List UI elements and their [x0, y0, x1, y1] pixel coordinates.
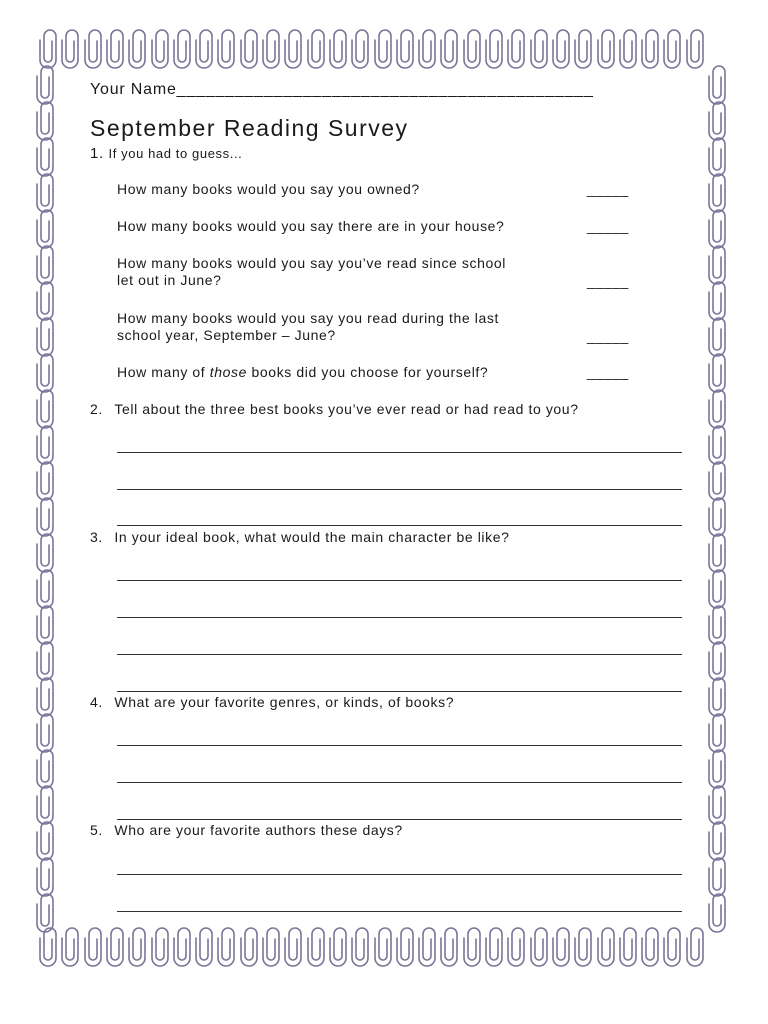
- paperclip-icon: [330, 928, 346, 966]
- paperclip-icon: [37, 606, 53, 644]
- paperclip-icon: [37, 210, 53, 248]
- answer-line[interactable]: [117, 911, 682, 912]
- paperclip-icon: [687, 30, 703, 68]
- paperclip-icon: [37, 318, 53, 356]
- paperclip-icon: [37, 138, 53, 176]
- paperclip-icon: [263, 30, 279, 68]
- paperclip-icon: [709, 354, 725, 392]
- paperclip-icon: [709, 642, 725, 680]
- paperclip-icon: [37, 102, 53, 140]
- paperclip-icon: [85, 928, 101, 966]
- q1-item-4-answer-blank[interactable]: _____: [587, 328, 629, 344]
- q1-item-4-text-line-2: school year, September – June?: [117, 327, 336, 343]
- paperclip-icon: [642, 928, 658, 966]
- paperclip-icon: [709, 102, 725, 140]
- question-1: [90, 145, 242, 162]
- name-field[interactable]: [90, 81, 594, 98]
- paperclip-icon: [709, 678, 725, 716]
- q1-item-5-text-emphasis: those: [209, 364, 248, 380]
- paperclip-icon: [464, 30, 480, 68]
- answer-line[interactable]: [117, 580, 682, 581]
- paperclip-icon: [642, 30, 658, 68]
- page-title: September Reading Survey: [90, 115, 409, 141]
- question-4-number: 4.: [90, 694, 103, 710]
- paperclip-icon: [37, 642, 53, 680]
- paperclip-icon: [709, 282, 725, 320]
- q1-item-5-text-post: books did you choose for yourself?: [247, 364, 489, 380]
- question-4-text: What are your favorite genres, or kinds, of books?: [114, 694, 455, 710]
- question-5-number: 5.: [90, 822, 103, 838]
- paperclip-icon: [263, 928, 279, 966]
- paperclip-icon: [196, 30, 212, 68]
- q1-item-1-text: How many books would you say you owned?: [117, 181, 420, 197]
- paperclip-icon: [419, 928, 435, 966]
- paperclip-icon: [308, 30, 324, 68]
- paperclip-icon: [40, 928, 56, 966]
- q1-item-5-text-pre: How many of: [117, 364, 210, 380]
- paperclip-icon-row-bottom: [40, 928, 703, 966]
- answer-line[interactable]: [117, 874, 682, 875]
- paperclip-icon: [85, 30, 101, 68]
- name-line[interactable]: ___________________________________________: [176, 81, 594, 98]
- paperclip-icon: [308, 928, 324, 966]
- paperclip-icon: [709, 858, 725, 896]
- paperclip-icon: [218, 30, 234, 68]
- paperclip-icon: [709, 894, 725, 932]
- paperclip-icon: [152, 30, 168, 68]
- paperclip-icon: [37, 426, 53, 464]
- paperclip-icon: [37, 714, 53, 752]
- paperclip-icon-column-right: [709, 66, 725, 932]
- paperclip-icon: [330, 30, 346, 68]
- paperclip-icon: [664, 928, 680, 966]
- paperclip-icon: [531, 30, 547, 68]
- paperclip-icon: [709, 66, 725, 104]
- paperclip-icon: [620, 928, 636, 966]
- question-4: [90, 694, 454, 711]
- q1-item-2-text: How many books would you say there are in your house?: [117, 218, 505, 234]
- paperclip-icon: [37, 390, 53, 428]
- question-3: [90, 529, 510, 546]
- paperclip-icon: [285, 30, 301, 68]
- paperclip-icon: [709, 786, 725, 824]
- paperclip-icon: [152, 928, 168, 966]
- paperclip-icon: [575, 928, 591, 966]
- paperclip-icon: [107, 928, 123, 966]
- question-2-text: Tell about the three best books you’ve ever read or had read to you?: [114, 401, 579, 417]
- paperclip-icon: [37, 498, 53, 536]
- answer-line[interactable]: [117, 745, 682, 746]
- paperclip-icon: [553, 928, 569, 966]
- paperclip-icon: [598, 928, 614, 966]
- question-3-text: In your ideal book, what would the main character be like?: [114, 529, 510, 545]
- paperclip-icon: [37, 750, 53, 788]
- answer-line[interactable]: [117, 654, 682, 655]
- paperclip-icon: [218, 928, 234, 966]
- paperclip-icon: [664, 30, 680, 68]
- paperclip-icon: [129, 928, 145, 966]
- question-3-number: 3.: [90, 529, 103, 545]
- paperclip-icon: [441, 928, 457, 966]
- paperclip-icon: [37, 174, 53, 212]
- paperclip-icon: [709, 210, 725, 248]
- paperclip-icon: [397, 30, 413, 68]
- paperclip-icon: [486, 30, 502, 68]
- paperclip-icon: [37, 822, 53, 860]
- answer-line[interactable]: [117, 782, 682, 783]
- paperclip-icon: [709, 426, 725, 464]
- answer-line[interactable]: [117, 525, 682, 526]
- question-1-prompt: If you had to guess...: [108, 146, 243, 161]
- paperclip-icon: [709, 246, 725, 284]
- paperclip-icon: [709, 138, 725, 176]
- paperclip-icon: [531, 928, 547, 966]
- answer-line[interactable]: [117, 617, 682, 618]
- paperclip-icon: [40, 30, 56, 68]
- paperclip-icon: [241, 30, 257, 68]
- answer-line[interactable]: [117, 452, 682, 453]
- question-1-number: 1.: [90, 145, 104, 162]
- paperclip-icon: [709, 498, 725, 536]
- q1-item-4-text-line-1: How many books would you say you read during the last: [117, 310, 499, 326]
- q1-item-3-text-line-1: How many books would you say you’ve read since school: [117, 255, 506, 271]
- paperclip-icon: [174, 928, 190, 966]
- paperclip-icon: [37, 858, 53, 896]
- paperclip-icon: [709, 714, 725, 752]
- paperclip-icon: [709, 174, 725, 212]
- paperclip-icon: [598, 30, 614, 68]
- paperclip-icon: [687, 928, 703, 966]
- name-label: Your Name: [90, 81, 177, 98]
- paperclip-icon: [553, 30, 569, 68]
- paperclip-icon: [709, 750, 725, 788]
- paperclip-icon-row-top: [40, 30, 703, 68]
- paperclip-icon: [37, 66, 53, 104]
- question-5-text: Who are your favorite authors these days?: [114, 822, 403, 838]
- question-5: [90, 822, 403, 839]
- paperclip-icon: [575, 30, 591, 68]
- answer-line[interactable]: [117, 691, 682, 692]
- paperclip-icon: [375, 30, 391, 68]
- paperclip-icon-column-left: [37, 66, 53, 932]
- paperclip-icon: [37, 354, 53, 392]
- paperclip-icon: [174, 30, 190, 68]
- paperclip-icon: [285, 928, 301, 966]
- paperclip-icon: [37, 894, 53, 932]
- paperclip-icon: [709, 822, 725, 860]
- paperclip-icon: [709, 318, 725, 356]
- paperclip-icon: [508, 30, 524, 68]
- answer-line[interactable]: [117, 489, 682, 490]
- paperclip-icon: [709, 570, 725, 608]
- paperclip-icon: [709, 606, 725, 644]
- question-2-number: 2.: [90, 401, 103, 417]
- paperclip-icon: [709, 534, 725, 572]
- paperclip-icon: [419, 30, 435, 68]
- paperclip-icon: [62, 30, 78, 68]
- paperclip-icon: [441, 30, 457, 68]
- paperclip-icon: [107, 30, 123, 68]
- paperclip-icon: [352, 928, 368, 966]
- paperclip-icon: [241, 928, 257, 966]
- paperclip-icon: [620, 30, 636, 68]
- q1-item-3-text-line-2: let out in June?: [117, 272, 222, 288]
- paperclip-icon: [464, 928, 480, 966]
- q1-item-1-answer-blank[interactable]: _____: [587, 181, 629, 197]
- answer-line[interactable]: [117, 819, 682, 820]
- paperclip-icon: [486, 928, 502, 966]
- paperclip-icon: [37, 678, 53, 716]
- q1-item-2-answer-blank[interactable]: _____: [587, 218, 629, 234]
- paperclip-icon: [37, 462, 53, 500]
- paperclip-icon: [37, 570, 53, 608]
- paperclip-icon: [37, 246, 53, 284]
- question-2: [90, 401, 579, 418]
- paperclip-icon: [709, 390, 725, 428]
- paperclip-icon: [508, 928, 524, 966]
- paperclip-icon: [375, 928, 391, 966]
- paperclip-icon: [37, 534, 53, 572]
- q1-item-5-answer-blank[interactable]: _____: [587, 364, 629, 380]
- paperclip-icon: [37, 282, 53, 320]
- paperclip-icon: [709, 462, 725, 500]
- paperclip-icon: [196, 928, 212, 966]
- paperclip-icon: [397, 928, 413, 966]
- q1-item-3-answer-blank[interactable]: _____: [587, 273, 629, 289]
- paperclip-icon: [352, 30, 368, 68]
- paperclip-icon: [62, 928, 78, 966]
- paperclip-icon: [129, 30, 145, 68]
- q1-item-5-text: [117, 364, 488, 381]
- paperclip-icon: [37, 786, 53, 824]
